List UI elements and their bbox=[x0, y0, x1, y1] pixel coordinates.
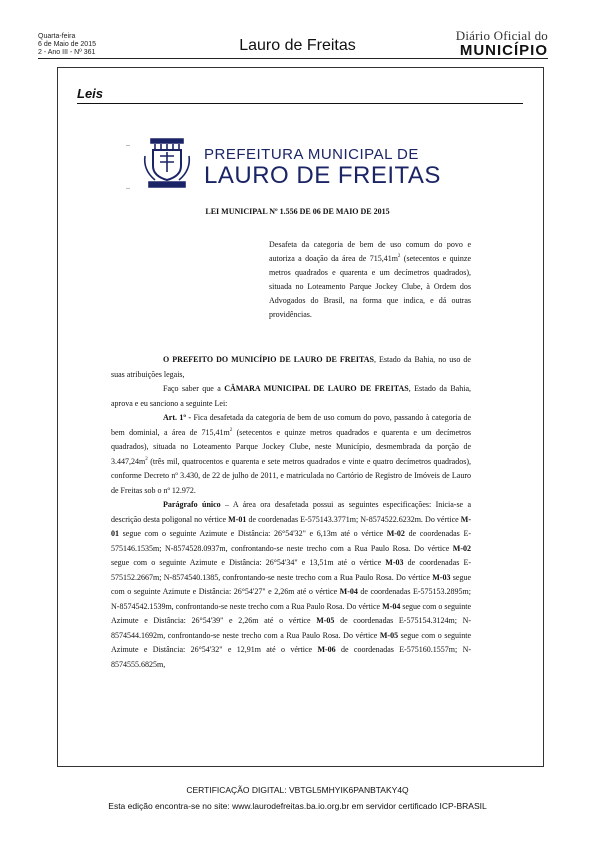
vertex-label: M-01 bbox=[111, 514, 471, 538]
enactment bbox=[111, 382, 471, 411]
paragraph-text: de coordenadas E-575153.2895m; N-8574542.1539m, confrontando-se neste trecho com a Rua Paulo Rosa. Do vértice bbox=[111, 587, 471, 611]
paragraph-text: segue com o seguinte Azimute e Distância: 26°54'32" e 12,91m até o vértice bbox=[111, 630, 471, 654]
edition-date: 6 de Maio de 2015 bbox=[38, 41, 96, 48]
paragraph-text: de coordenadas E-575146.1535m; N-8574528.0937m, confrontando-se neste trecho com a Rua Paulo Rosa. Do vértice bbox=[111, 529, 471, 553]
sole-paragraph bbox=[111, 498, 471, 672]
paragraph-text: – A área ora desafetada possui as seguintes especificações: Inicia-se a descrição desta poligonal no vértice bbox=[111, 500, 471, 524]
law-body bbox=[111, 353, 471, 672]
article-label: Art. 1º - bbox=[163, 413, 192, 422]
footer-notice: Esta edição encontra-se no site: www.laurodefreitas.ba.io.org.br em servidor certificado ICP-BRASIL bbox=[108, 801, 487, 811]
vertex-label: M-05 bbox=[316, 616, 335, 625]
paragraph-text: segue com o seguinte Azimute e Distância: 26°54'39" e 2,26m até o vértice bbox=[111, 601, 471, 625]
city-title: Lauro de Freitas bbox=[239, 37, 356, 54]
paragraph-text: de coordenadas E-575152.2667m; N-8574540.1385, confrontando-se neste trecho com a Rua Paulo Rosa. Do vértice bbox=[111, 558, 471, 582]
paragraph-text: segue com o seguinte Azimute e Distância: 26°54'34" e 13,51m até o vértice bbox=[111, 558, 386, 567]
law-title: LEI MUNICIPAL Nº 1.556 DE 06 DE MAIO DE 2015 bbox=[205, 207, 390, 216]
paragraph-text: de coordenadas E-575154.3124m; N-8574544.1692m, confrontando-se neste trecho com a Rua Paulo Rosa. Do vértice bbox=[111, 616, 472, 640]
logo-line2: LAURO DE FREITAS bbox=[204, 162, 441, 189]
enactment-text: Faço saber que a bbox=[163, 384, 225, 393]
vertex-label: M-02 bbox=[386, 529, 405, 538]
paragraph-text: de coordenadas E-575160.1557m; N-8574555.6825m, bbox=[111, 645, 472, 669]
superscript: 2 bbox=[229, 427, 233, 433]
logo-mark bbox=[126, 145, 130, 146]
article-1 bbox=[111, 411, 471, 498]
preamble-text: , Estado da Bahia, no uso de suas atribuições legais, bbox=[111, 355, 471, 379]
paragraph-text: de coordenadas E-575143.3771m; N-8574522.6232m. Do vértice bbox=[246, 514, 461, 524]
prefeitura-logo bbox=[204, 146, 441, 189]
brand-logo bbox=[456, 28, 548, 59]
vertex-label: M-03 bbox=[432, 572, 451, 582]
article-text: Fica desafetada da categoria de bem de uso comum do povo, passando à categoria de bem dominial, a área de 715,41m bbox=[111, 413, 471, 437]
vertex-label: M-01 bbox=[228, 514, 247, 524]
logo-mark bbox=[126, 188, 130, 189]
mayor-title: O PREFEITO DO MUNICÍPIO DE LAURO DE FREITAS bbox=[163, 355, 374, 364]
section-divider bbox=[77, 103, 523, 104]
enactment-text: , Estado da Bahia, aprova e eu sanciono a seguinte Lei: bbox=[111, 384, 471, 408]
coat-of-arms-icon bbox=[141, 134, 193, 190]
brand-line2: MUNICÍPIO bbox=[459, 42, 548, 59]
vertex-label: M-05 bbox=[379, 630, 399, 640]
summary-text: (setecentos e quinze metros quadrados e quarenta e um decímetros quadrados), situada no Loteamento Parque Jockey Clube, à Ordem dos Advogados do Brasil, na forma que indica, e dá outras providências. bbox=[269, 254, 471, 319]
vertex-label: M-06 bbox=[317, 645, 336, 654]
section-title: Leis bbox=[77, 86, 104, 101]
vertex-label: M-04 bbox=[382, 601, 401, 611]
logo-line1: PREFEITURA MUNICIPAL DE bbox=[204, 146, 419, 163]
weekday: Quarta-feira bbox=[38, 33, 76, 40]
digital-certification: CERTIFICAÇÃO DIGITAL: VBTGL5MHYIK6PANBTAKY4Q bbox=[186, 785, 409, 795]
paragraph-text: segue com o seguinte Azimute e Distância: 26°54'32" e 6,13m até o vértice bbox=[119, 529, 387, 538]
edition-number: 2 - Ano III - Nº 361 bbox=[38, 49, 96, 56]
brand-line1: Diário Oficial do bbox=[455, 28, 548, 43]
article-text: (três mil, quatrocentos e quarenta e sete metros quadrados e vinte e quatro decímetros quadrados), conforme Decreto nº 3.430, de 22 de julho de 2011, e matriculada no Cartório de Registro de Imóveis de Lauro de Freitas sob o nº 12.972. bbox=[111, 456, 471, 495]
header-divider bbox=[38, 58, 548, 59]
preamble bbox=[111, 353, 471, 382]
summary-text: Desafeta da categoria de bem de uso comum do povo e autoriza a doação da área de 715,41m bbox=[269, 240, 471, 263]
superscript: 2 bbox=[145, 456, 148, 462]
paragraph-label: Parágrafo único bbox=[163, 500, 221, 509]
vertex-label: M-02 bbox=[452, 543, 471, 553]
law-summary bbox=[269, 238, 471, 322]
article-text: (setecentos e quinze metros quadrados e quarenta e um decímetros quadrados), situada no Loteamento Parque Jockey Clube, neste Município, desmembrada da porção de 3.447,24m bbox=[111, 427, 472, 466]
superscript: 2 bbox=[397, 254, 401, 259]
vertex-label: M-03 bbox=[385, 558, 404, 567]
vertex-label: M-04 bbox=[339, 587, 358, 596]
paragraph-text: segue com o seguinte Azimute e Distância: 26°54'27" e 2,26m até o vértice bbox=[111, 572, 471, 596]
council-name: CÂMARA MUNICIPAL DE LAURO DE FREITAS bbox=[224, 384, 409, 393]
